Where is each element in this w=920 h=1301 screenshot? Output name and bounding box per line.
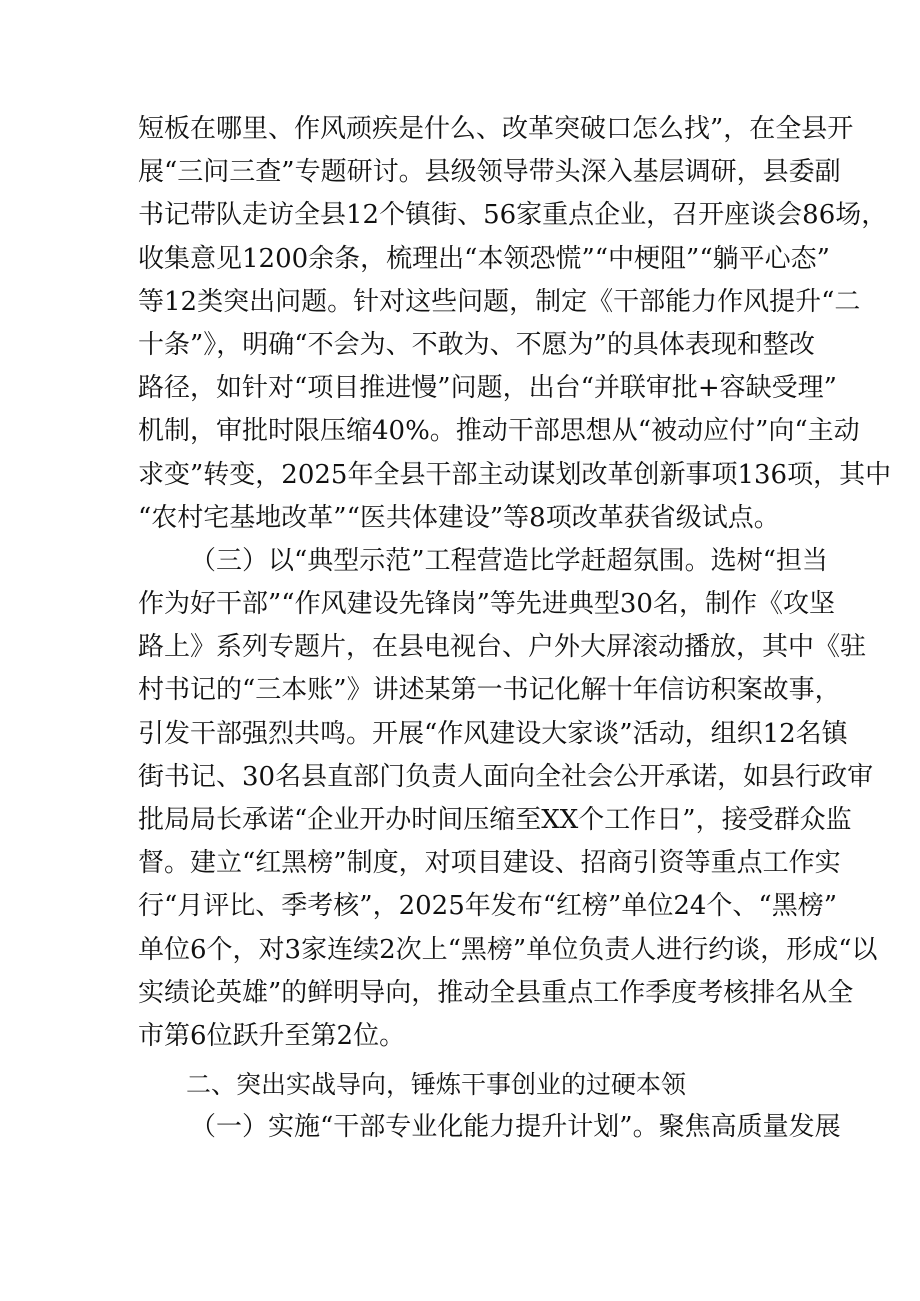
paragraph-first-line: （一）实施“干部专业化能力提升计划”。聚焦高质量发展 <box>190 1112 841 1143</box>
document-body <box>138 108 892 1149</box>
paragraph-first-line: （三）以“典型示范”工程营造比学赶超氛围。选树“担当 <box>190 545 828 576</box>
paragraph-line: 十条”》，明确“不会为、不敢为、不愿为”的具体表现和整改 <box>138 329 815 360</box>
paragraph-line: 求变”转变，2025年全县干部主动谋划改革创新事项136项，其中 <box>138 459 892 490</box>
paragraph-line: 收集意见1200余条，梳理出“本领恐慌”“中梗阻”“躺平心态” <box>138 243 830 274</box>
paragraph-line: 作为好干部”“作风建设先锋岗”等先进典型30名，制作《攻坚 <box>138 589 835 620</box>
paragraph-line: 实绩论英雄”的鲜明导向，推动全县重点工作季度考核排名从全 <box>138 977 854 1008</box>
paragraph-line: “农村宅基地改革”“医共体建设”等8项改革获省级试点。 <box>138 502 780 533</box>
paragraph-line: 引发干部强烈共鸣。开展“作风建设大家谈”活动，组织12名镇 <box>138 718 848 749</box>
section-heading: 二、突出实战导向，锤炼干事创业的过硬本领 <box>186 1070 687 1100</box>
paragraph-line: 书记带队走访全县12个镇街、56家重点企业，召开座谈会86场， <box>138 200 888 231</box>
paragraph-line: 市第6位跃升至第2位。 <box>138 1020 406 1051</box>
paragraph-line: 机制，审批时限压缩40%。推动干部思想从“被动应付”向“主动 <box>138 416 860 447</box>
paragraph-line: 单位6个，对3家连续2次上“黑榜”单位负责人进行约谈，形成“以 <box>138 934 878 965</box>
paragraph-line: 路上》系列专题片，在县电视台、户外大屏滚动播放，其中《驻 <box>138 632 867 663</box>
paragraph-line: 行“月评比、季考核”，2025年发布“红榜”单位24个、“黑榜” <box>138 891 838 922</box>
paragraph-line: 展“三问三查”专题研讨。县级领导带头深入基层调研，县委副 <box>138 157 841 188</box>
paragraph-line: 短板在哪里、作风顽疾是什么、改革突破口怎么找”，在全县开 <box>138 114 854 144</box>
paragraph-line: 批局局长承诺“企业开办时间压缩至XX个工作日”，接受群众监 <box>138 805 852 835</box>
paragraph-line: 街书记、30名县直部门负责人面向全社会公开承诺，如县行政审 <box>138 761 874 792</box>
paragraph-line: 村书记的“三本账”》讲述某第一书记化解十年信访积案故事， <box>138 675 841 706</box>
paragraph-line: 督。建立“红黑榜”制度，对项目建设、招商引资等重点工作实 <box>138 848 841 879</box>
paragraph-line: 路径，如针对“项目推进慢”问题，出台“并联审批+容缺受理” <box>138 373 837 404</box>
paragraph-line: 等12类突出问题。针对这些问题，制定《干部能力作风提升“二 <box>138 286 861 317</box>
